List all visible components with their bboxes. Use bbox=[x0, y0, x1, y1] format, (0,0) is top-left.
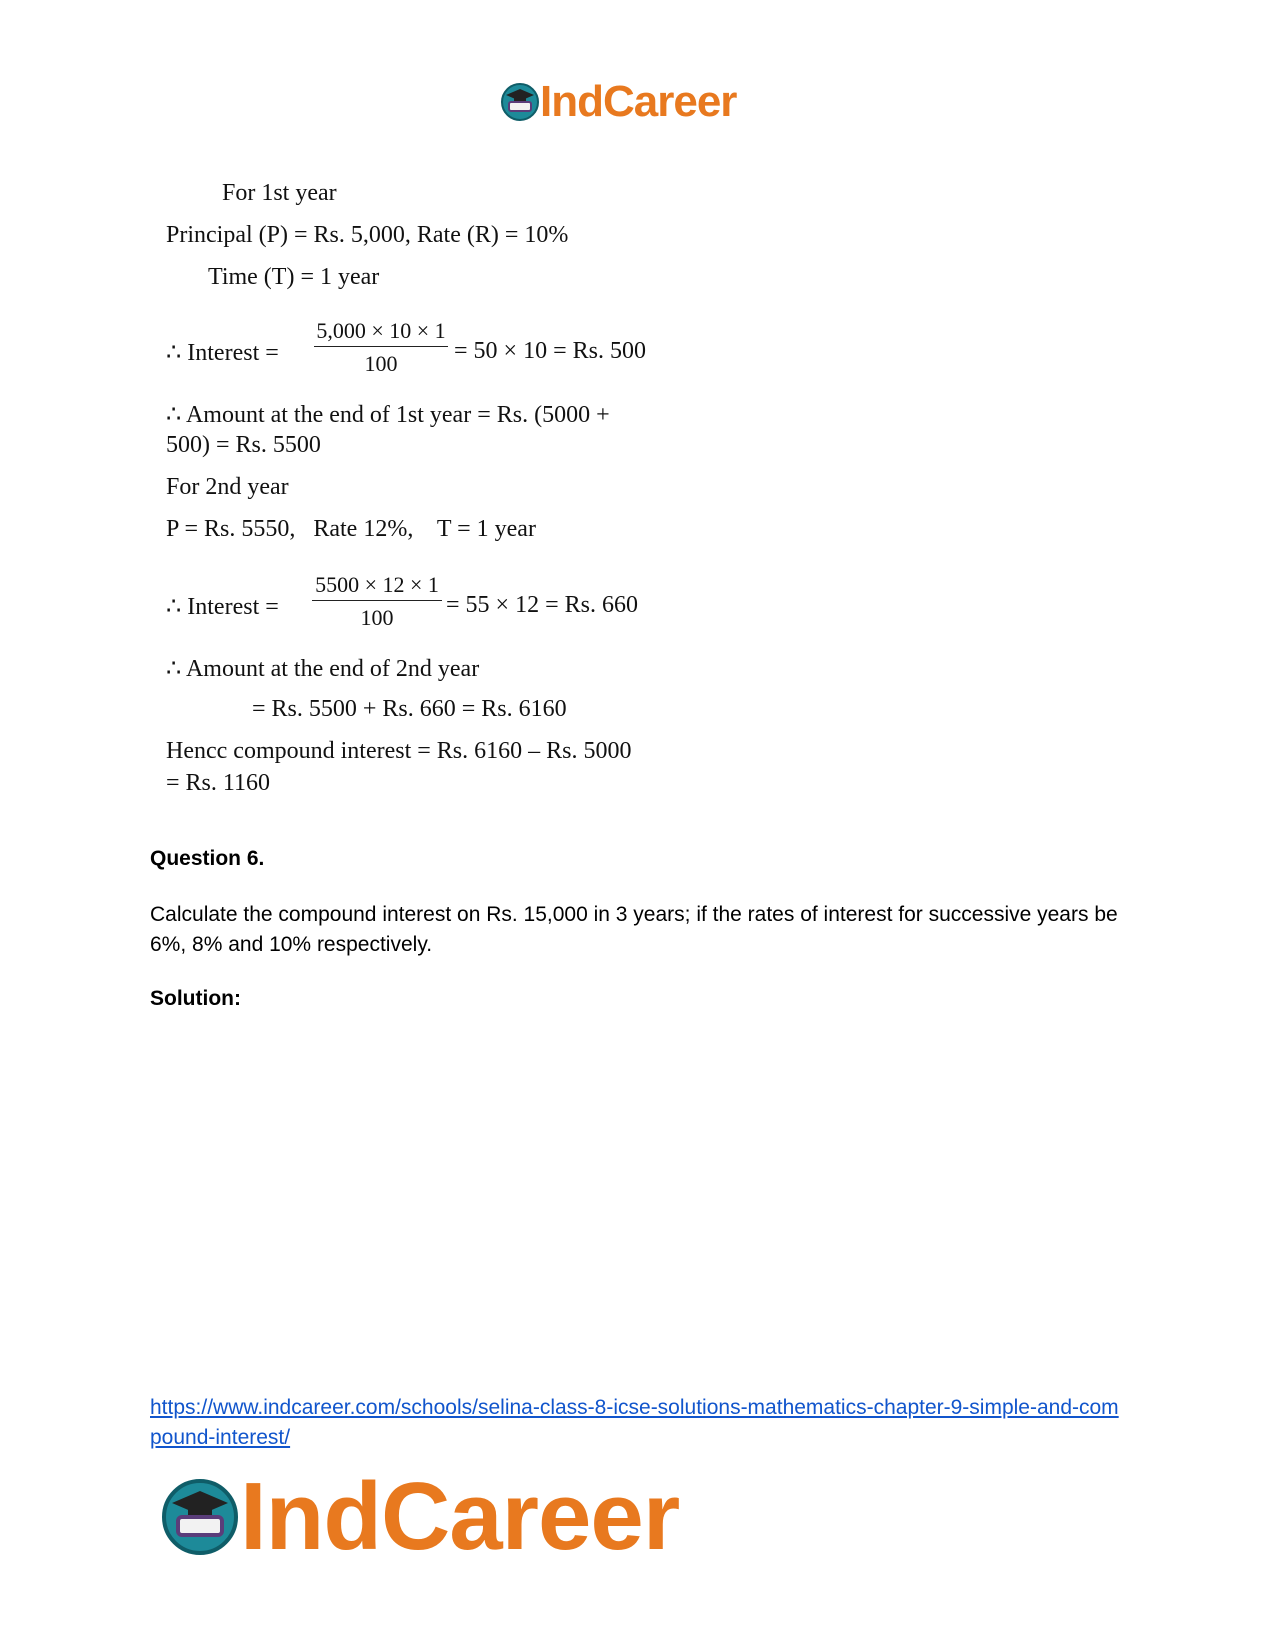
graduation-cap-book-icon bbox=[160, 1477, 240, 1557]
math-line: ∴ Amount at the end of 1st year = Rs. (5000 + bbox=[166, 402, 610, 428]
math-line: Hencc compound interest = Rs. 6160 – Rs. 5000 bbox=[166, 738, 632, 764]
fraction bbox=[312, 572, 442, 631]
brand-name: IndCareer bbox=[240, 1463, 680, 1570]
fraction-numerator: 5500 × 12 × 1 bbox=[312, 572, 442, 601]
math-line: P = Rs. 5550, Rate 12%, T = 1 year bbox=[166, 516, 536, 542]
fraction-numerator: 5,000 × 10 × 1 bbox=[314, 318, 448, 347]
math-line: Principal (P) = Rs. 5,000, Rate (R) = 10% bbox=[166, 222, 569, 248]
fraction-denominator: 100 bbox=[364, 351, 398, 376]
math-line: Time (T) = 1 year bbox=[208, 264, 380, 290]
math-line: 500) = Rs. 5500 bbox=[166, 432, 321, 458]
solution-label: Solution: bbox=[150, 987, 241, 1010]
brand-name: IndCareer bbox=[540, 77, 737, 126]
math-line: For 1st year bbox=[222, 180, 337, 206]
source-link[interactable]: https://www.indcareer.com/schools/selina-class-8-icse-solutions-mathematics-chapter-9-simple-and-compound-interest/ bbox=[150, 1396, 1119, 1449]
question-title: Question 6. bbox=[150, 847, 265, 870]
math-line: ∴ Interest = bbox=[166, 594, 279, 620]
math-line: = 55 × 12 = Rs. 660 bbox=[446, 592, 638, 618]
question-text: Calculate the compound interest on Rs. 15,000 in 3 years; if the rates of interest for successive years be 6%, 8% and 10% respectively. bbox=[150, 903, 1118, 956]
math-line: ∴ Amount at the end of 2nd year bbox=[166, 656, 480, 682]
math-line: = 50 × 10 = Rs. 500 bbox=[454, 338, 646, 364]
header-logo bbox=[500, 76, 736, 128]
math-line: For 2nd year bbox=[166, 474, 289, 500]
fraction bbox=[314, 318, 448, 377]
math-line: = Rs. 5500 + Rs. 660 = Rs. 6160 bbox=[252, 696, 567, 722]
footer-logo bbox=[160, 1465, 679, 1569]
graduation-cap-book-icon bbox=[500, 82, 540, 122]
math-line: ∴ Interest = bbox=[166, 340, 279, 366]
fraction-denominator: 100 bbox=[360, 605, 394, 630]
math-line: = Rs. 1160 bbox=[166, 770, 270, 796]
